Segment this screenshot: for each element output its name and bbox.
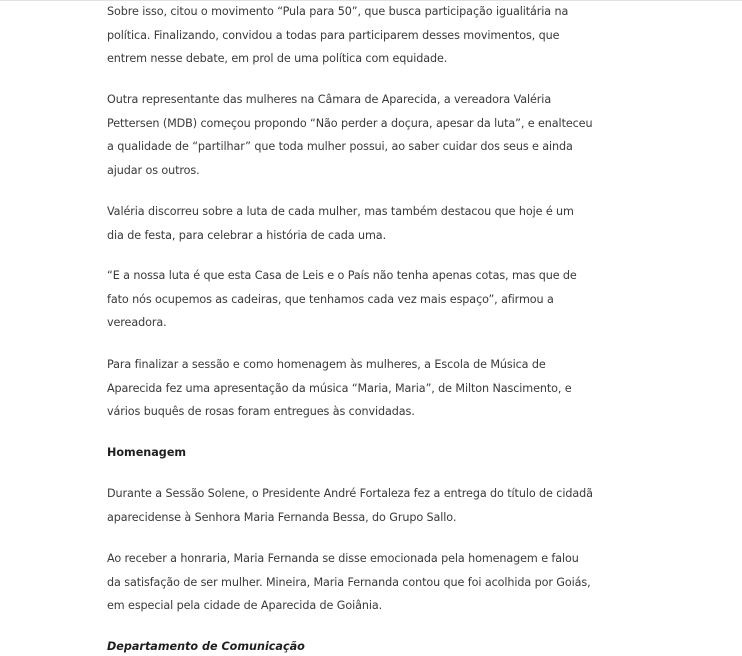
paragraph-line: a qualidade de “partilhar” que toda mulher possui, ao saber cuidar dos seus e ainda — [107, 140, 573, 154]
paragraph-line: vereadora. — [107, 316, 167, 330]
heading-departamento-de-comunicacao: Departamento de Comunicação — [107, 640, 305, 653]
paragraph-maria-fernanda — [107, 547, 637, 618]
paragraph-titulo-de-cidada — [107, 482, 637, 529]
paragraph-line: entrem nesse debate, em prol de uma política com equidade. — [107, 52, 448, 66]
paragraph-line: Valéria discorreu sobre a luta de cada mulher, mas também destacou que hoje é um — [107, 205, 574, 218]
paragraph-line: “E a nossa luta é que esta Casa de Leis e o País não tenha apenas cotas, mas que de — [107, 269, 577, 282]
paragraph-line: ajudar os outros. — [107, 163, 200, 177]
paragraph-line: em especial pela cidade de Aparecida de Goiânia. — [107, 599, 383, 613]
paragraph-quote-casa-de-leis — [107, 264, 637, 335]
paragraph-valeria-pettersen — [107, 88, 637, 182]
paragraph-line: Outra representante das mulheres na Câmara de Aparecida, a vereadora Valéria — [107, 93, 552, 106]
paragraph-luta-de-cada-mulher — [107, 200, 637, 247]
paragraph-line: aparecidense à Senhora Maria Fernanda Bessa, do Grupo Sallo. — [107, 510, 457, 524]
paragraph-line: Para finalizar a sessão e como homenagem às mulheres, a Escola de Música de — [107, 358, 546, 371]
paragraph-line: dia de festa, para celebrar a história de cada uma. — [107, 228, 387, 242]
paragraph-line: Sobre isso, citou o movimento “Pula para 50”, que busca participação igualitária na — [107, 5, 569, 18]
paragraph-line: vários buquês de rosas foram entregues às convidadas. — [107, 405, 415, 419]
paragraph-pula-para-50 — [107, 0, 637, 71]
heading-homenagem: Homenagem — [107, 446, 187, 459]
paragraph-line: política. Finalizando, convidou a todas para participarem desses movimentos, que — [107, 28, 560, 42]
paragraph-line: da satisfação de ser mulher. Mineira, Maria Fernanda contou que foi acolhida por Goiás, — [107, 575, 591, 589]
paragraph-escola-de-musica — [107, 353, 637, 424]
paragraph-line: Pettersen (MDB) começou propondo “Não perder a doçura, apesar da luta”, e enalteceu — [107, 116, 593, 130]
paragraph-line: Ao receber a honraria, Maria Fernanda se disse emocionada pela homenagem e falou — [107, 552, 579, 565]
paragraph-line: Durante a Sessão Solene, o Presidente André Fortaleza fez a entrega do título de cidadã — [107, 487, 593, 500]
paragraph-line: Aparecida fez uma apresentação da música “Maria, Maria”, de Milton Nascimento, e — [107, 381, 572, 395]
paragraph-line: fato nós ocupemos as cadeiras, que tenhamos cada vez mais espaço”, afirmou a — [107, 292, 554, 306]
